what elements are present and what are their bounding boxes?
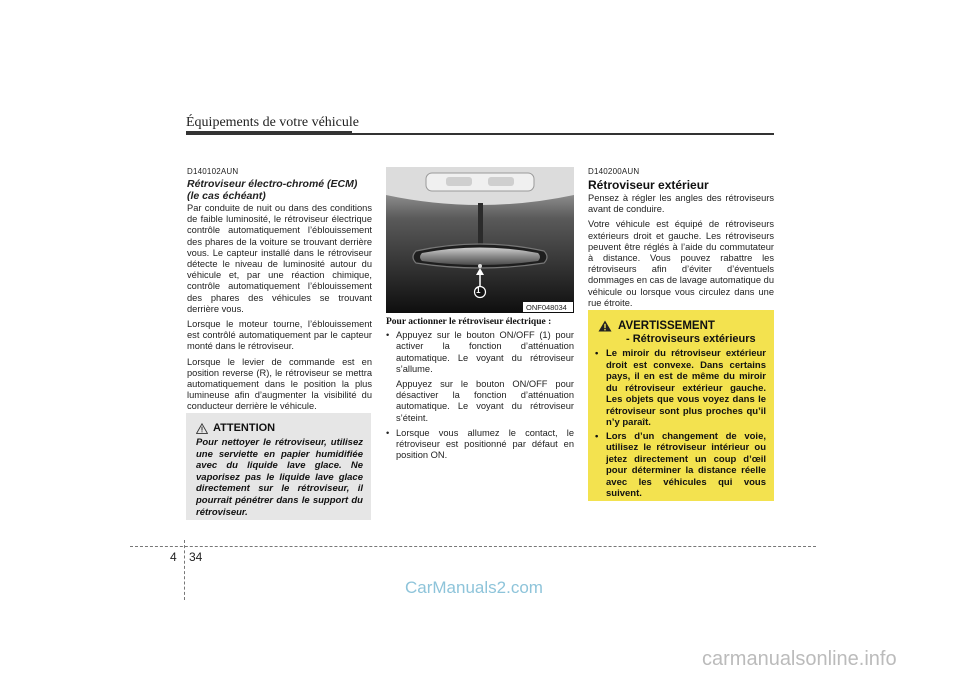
attention-title <box>196 422 371 434</box>
paragraph: Votre véhicule est équipé de rétroviseurs extérieurs droit et gauche. Les rétroviseurs peuvent être réglés à l’aide du commutateur à distance. Vous pouvez rabattre les rétroviseurs afin d’éviter d’éventuels dommages en cas de lavage automatique du véhicule ou lorsque vous circulez dans une rue étroite. <box>588 219 774 308</box>
warning-box <box>588 310 774 501</box>
mirror-photo <box>386 167 574 313</box>
bullet-item: • Appuyez sur le bouton ON/OFF (1) pour activer la fonction d’atténuation automatique. Le voyant du rétroviseur s’allume. <box>386 330 574 375</box>
warning-triangle-icon <box>598 320 612 332</box>
attention-title-text: ATTENTION <box>213 422 276 434</box>
attention-box <box>186 413 371 520</box>
right-column <box>588 167 774 313</box>
watermark-bottom[interactable]: carmanualsonline.info <box>702 648 897 670</box>
warning-subtitle: - Rétroviseurs extérieurs <box>626 333 756 345</box>
left-column <box>187 167 372 417</box>
header-rule-accent <box>186 131 352 135</box>
attention-text: Pour nettoyer le rétroviseur, utilisez une serviette en papier humidifiée avec du liquide lave glace. Ne vaporisez pas le liquide lave glace directement sur le rétroviseur, il pourrait pénétrer dans le support du rétroviseur. <box>196 437 363 518</box>
middle-column <box>386 317 574 465</box>
warning-item: • Lors d’un changement de voie, utilisez le rétroviseur intérieur ou jetez directement un coup d’œil pour déterminer la distance réelle avec les véhicules qui vous suivent. <box>592 431 766 500</box>
section-body <box>588 193 774 309</box>
warning-triangle-icon <box>196 423 208 434</box>
section-body <box>187 203 372 413</box>
warning-title-text: AVERTISSEMENT <box>618 320 715 332</box>
footer-dashed-rule <box>130 546 816 547</box>
watermark-top[interactable]: CarManuals2.com <box>405 578 543 597</box>
footer-dashed-divider <box>184 540 185 600</box>
section-code: D140200AUN <box>588 167 640 176</box>
warning-title <box>598 320 774 332</box>
figure-callout-number: 1 <box>476 286 481 295</box>
paragraph: Lorsque le moteur tourne, l’éblouissement est contrôlé automatiquement par le capteur monté dans le rétroviseur. <box>187 319 372 352</box>
middle-heading: Pour actionner le rétroviseur électrique : <box>386 317 552 327</box>
section-heading <box>187 178 372 202</box>
page-header-title: Équipements de votre véhicule <box>186 115 359 130</box>
paragraph: Lorsque le levier de commande est en position reverse (R), le rétroviseur se mettra automatiquement dans le position la plus lumineuse afin d’augmenter la visibilité du conducteur derrière le véhicule. <box>187 356 372 412</box>
figure-code: ONF048034 <box>526 303 567 312</box>
section-heading-line1: Rétroviseur électro-chromé (ECM) <box>187 178 358 190</box>
section-code: D140102AUN <box>187 167 239 176</box>
section-heading-line2: (le cas échéant) <box>187 190 266 202</box>
bullet-item: • Lorsque vous allumez le contact, le rétroviseur est positionné par défaut en position ON. <box>386 428 574 462</box>
bullet-continuation: Appuyez sur le bouton ON/OFF pour désactiver la fonction d’atténuation automatique. Le voyant du rétroviseur s’éteint. <box>396 379 574 423</box>
warning-item: • Le miroir du rétroviseur extérieur droit est convexe. Dans certains pays, il en est de même du miroir du rétroviseur extérieur gauche. Les objets que vous voyez dans le rétroviseur sont plus proches qu’il n’y paraît. <box>592 348 766 429</box>
page-number: 34 <box>189 550 203 564</box>
chapter-number: 4 <box>170 550 177 564</box>
paragraph: Pensez à régler les angles des rétroviseurs avant de conduire. <box>588 193 774 215</box>
section-heading: Rétroviseur extérieur <box>588 178 709 192</box>
paragraph: Par conduite de nuit ou dans des conditions de faible luminosité, le rétroviseur électrique contrôle automatiquement l’éblouissement des phares de la voiture se trouvant derrière vous. Le capteur installé dans le rétroviseur détecte le niveau de luminosité autour du véhicule et, par une réaction chimique, contrôle automatiquement l’éblouissement des phares des véhicules se trouvant derrière vous. <box>187 203 372 314</box>
